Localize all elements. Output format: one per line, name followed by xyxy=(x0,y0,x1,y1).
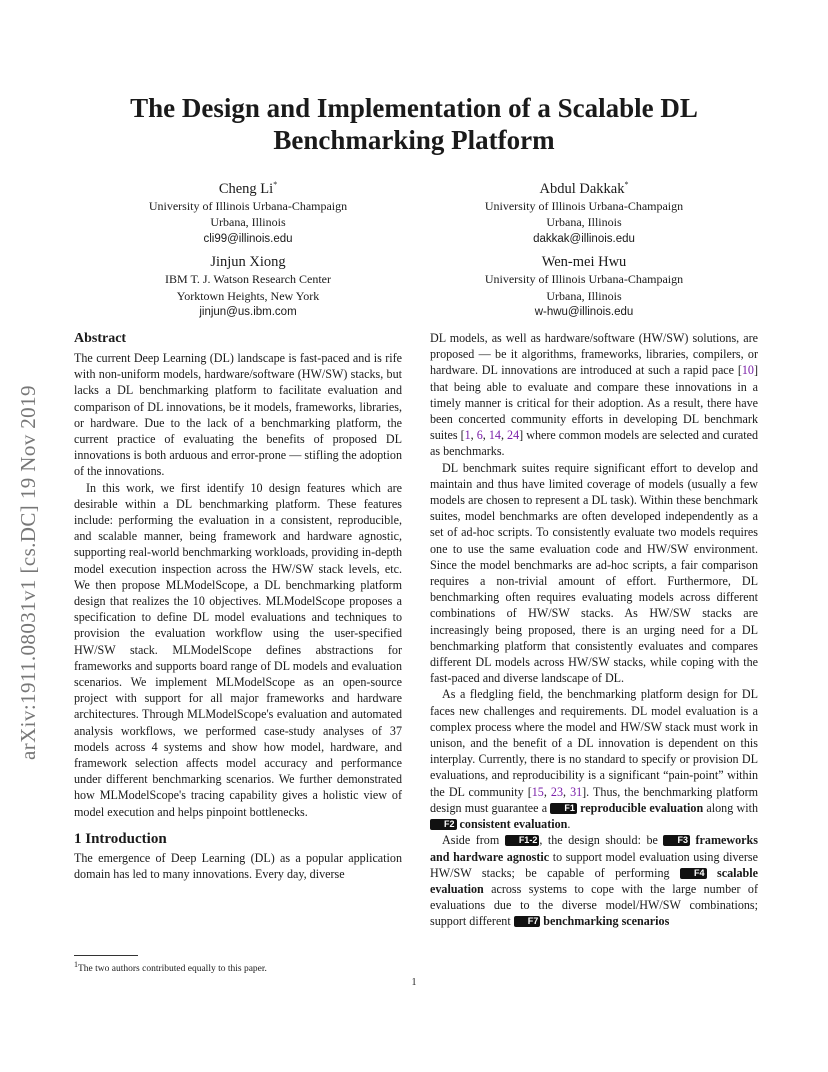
author-location: Urbana, Illinois xyxy=(210,215,286,230)
author-mark: * xyxy=(624,180,629,189)
arxiv-identifier: arXiv:1911.08031v1 [cs.DC] 19 Nov 2019 xyxy=(16,385,40,760)
footnote-mark: 1 xyxy=(74,960,78,969)
body-paragraph: As a fledgling field, the benchmarking platform design for DL faces new challenges and requirements. DL model evaluation is a complex process where the model and HW/SW stack must work in unison, and the benefit of a DL innovation is dependent on this interplay. Currently, there is no standard to specify or provision DL evaluations, and reproducibility is a significant “pain-point” within the DL community [15, 23, 31]. Thus, the benchmarking platform design must guarantee a F1 reproducible evaluation along with F2 consistent evaluation. xyxy=(430,687,759,832)
feature-badge: F7 xyxy=(514,916,541,927)
feature-label: benchmarking scenarios xyxy=(543,914,670,929)
abstract-heading: Abstract xyxy=(74,331,127,346)
paper-title: The Design and Implementation of a Scalable DL Benchmarking Platform xyxy=(130,93,698,155)
footnote xyxy=(74,959,402,975)
author-block xyxy=(120,253,376,321)
feature-label: reproducible evaluation xyxy=(580,800,704,815)
author-name: Jinjun Xiong xyxy=(210,254,286,270)
feature-label: frameworks and hardware agnostic xyxy=(430,833,758,864)
citation-link[interactable]: 23 xyxy=(550,784,563,799)
author-email: dakkak@illinois.edu xyxy=(533,232,635,245)
author-block xyxy=(456,253,712,321)
body-paragraph: Aside from F1-2 , the design should: be F3 frameworks and hardware agnostic to support model evaluation using diverse HW/SW stacks; be capable of performing F4 scalable evaluation across systems to cope with the large number of evaluations due to the diverse model/HW/SW combinations; support different F7 benchmarking scenarios xyxy=(430,833,758,929)
author-name: Wen-mei Hwu xyxy=(541,254,627,270)
citation-link[interactable]: 31 xyxy=(570,784,583,799)
citation-link[interactable]: 15 xyxy=(531,784,544,799)
citation-link[interactable]: 1 xyxy=(464,428,471,443)
author-location: Urbana, Illinois xyxy=(546,288,622,303)
body-paragraph: DL models, as well as hardware/software (HW/SW) solutions, are proposed — be it algorithms, frameworks, libraries, compilers, or hardware. DL innovations are introduced at such a rapid pace [10] that being able to evaluate and compare these innovations in a timely manner is critical for their adoption. As a result, there have been concerted community efforts in developing DL benchmark suites [1, 6, 14, 24] where common models are selected and curated as benchmarks. xyxy=(430,331,759,459)
right-column xyxy=(430,330,758,930)
author-affiliation: University of Illinois Urbana-Champaign xyxy=(484,198,684,213)
citation-link[interactable]: 24 xyxy=(507,428,520,443)
author-mark: * xyxy=(273,180,278,189)
author-name: Abdul Dakkak xyxy=(539,180,625,197)
feature-badge: F3 xyxy=(663,835,690,846)
left-column xyxy=(74,330,402,882)
feature-label: scalable evaluation xyxy=(430,865,758,896)
feature-badge: F4 xyxy=(680,868,707,879)
citation-link[interactable]: 10 xyxy=(741,363,754,378)
page-number: 1 xyxy=(411,977,417,988)
author-email: w-hwu@illinois.edu xyxy=(534,306,634,318)
body-paragraph: DL benchmark suites require significant effort to develop and maintain and thus have limited coverage of models (usually a few models are chosen to represent a DL task). Within these benchmark suites, model benchmarks are often developed independently as a set of ad-hoc scripts. To consistently evaluate two models requires one to use the same evaluation code and HW/SW environment. Since the model benchmarks are ad-hoc scripts, a fair comparison requires a non-trivial amount of effort. Furthermore, DL benchmarking often requires evaluating models across different combinations of HW/SW stacks. As HW/SW stacks are increasingly being proposed, there is an urging need for a DL benchmarking platform that consistently evaluates and compares different DL models across HW/SW stacks, while coping with the fast-paced and diverse landscape of DL. xyxy=(430,460,758,686)
author-block xyxy=(456,176,712,247)
feature-label: consistent evaluation xyxy=(459,817,568,832)
section-heading: 1 Introduction xyxy=(74,830,167,847)
abstract-paragraph: In this work, we first identify 10 design features which are desirable within a DL benchmarking platform. These features include: performing the evaluation in a consistent, reproducible, and scalable manner, being framework and hardware agnostic, supporting real-world benchmarking workloads, providing in-depth model execution inspection across the HW/SW stack levels, etc. We then propose MLModelScope, a DL benchmarking platform design that realizes the 10 objectives. MLModelScope proposes a specification to define DL model evaluations and techniques to provision the evaluation workflow using the user-specified HW/SW stack. MLModelScope defines abstractions for frameworks and supports board range of DL models and evaluation scenarios. We implement MLModelScope as an open-source project with support for all major frameworks and hardware architectures. Through MLModelScope's evaluation and automated analysis workflows, we performed case-study analyses of 37 models across 4 systems and show how model, hardware, and framework selection affects model accuracy and performance under different benchmarking scenarios. We further demonstrated how MLModelScope's tracing capability gives a holistic view of model execution and helps pinpoint bottlenecks. xyxy=(74,480,402,819)
author-block xyxy=(120,176,376,247)
feature-badge: F2 xyxy=(430,819,457,830)
footnote-text: The two authors contributed equally to this paper. xyxy=(78,964,267,975)
author-email: jinjun@us.ibm.com xyxy=(199,306,297,318)
author-location: Urbana, Illinois xyxy=(546,215,622,230)
author-affiliation: University of Illinois Urbana-Champaign xyxy=(148,198,348,213)
intro-paragraph: The emergence of Deep Learning (DL) as a popular application domain has led to many innovations. Every day, diverse xyxy=(74,850,402,882)
author-email: cli99@illinois.edu xyxy=(203,232,293,245)
feature-badge: F1 xyxy=(550,803,577,814)
feature-badge: F1-2 xyxy=(505,835,540,846)
author-affiliation: University of Illinois Urbana-Champaign xyxy=(484,272,684,286)
footnote-rule xyxy=(74,955,138,956)
author-affiliation: IBM T. J. Watson Research Center xyxy=(164,272,331,286)
citation-link[interactable]: 14 xyxy=(488,428,501,443)
abstract-paragraph: The current Deep Learning (DL) landscape is fast-paced and is rife with non-uniform models, hardware/software (HW/SW) stacks, but lacks a DL benchmarking platform to facilitate evaluation and comparison of DL innovations, be it models, frameworks, libraries, or hardware. Due to the lack of a benchmarking platform, the current practice of evaluating the benefits of proposed DL innovations is both arduous and error-prone — stifling the adoption of the innovations. xyxy=(74,351,402,479)
author-name: Cheng Li xyxy=(218,180,274,197)
citation-link[interactable]: 6 xyxy=(476,428,483,443)
author-location: Yorktown Heights, New York xyxy=(176,288,320,303)
